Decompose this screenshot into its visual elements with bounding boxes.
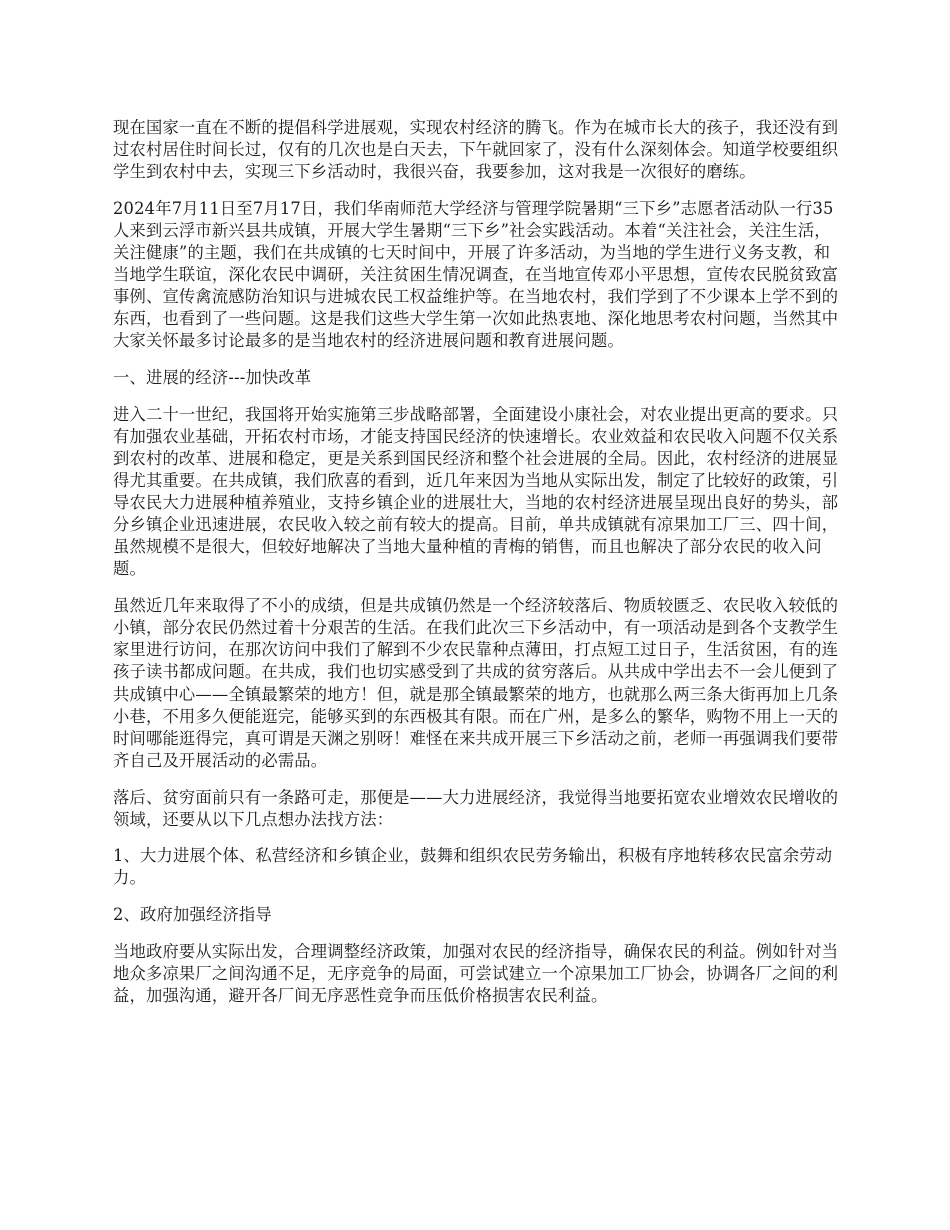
poverty-paragraph: 虽然近几年来取得了不小的成绩，但是共成镇仍然是一个经济较落后、物质较匮乏、农民收入较低的小镇，部分农民仍然过着十分艰苦的生活。在我们此次三下乡活动中，有一项活动是到各个支教学生家里进行访问，在那次访问中我们了解到不少农民靠种点薄田，打点短工过日子，生活贫困，有的连孩子读书都成问题。在共成，我们也切实感受到了共成的贫穷落后。从共成中学出去不一会儿便到了共成镇中心——全镇最繁荣的地方！但，就是那全镇最繁荣的地方，也就那么两三条大街再加上几条小巷，不用多久便能逛完，能够买到的东西极其有限。而在广州，是多么的繁华，购物不用上一天的时间哪能逛得完，真可谓是天渊之别呀！难怪在来共成开展三下乡活动之前，老师一再强调我们要带齐自己及开展活动的必需品。 [113,596,839,770]
government-paragraph: 当地政府要从实际出发，合理调整经济政策，加强对农民的经济指导，确保农民的利益。例如针对当地众多凉果厂之间沟通不足，无序竞争的局面，可尝试建立一个凉果加工厂协会，协调各厂之间的利益，加强沟通，避开各厂间无序恶性竞争而压低价格损害农民利益。 [113,941,839,1005]
list-item-2: 2、政府加强经济指导 [113,905,272,925]
section-heading: 一、进展的经济---加快改革 [113,368,312,388]
intro-paragraph: 现在国家一直在不断的提倡科学进展观，实现农村经济的腾飞。作为在城市长大的孩子，我还没有到过农村居住时间长过，仅有的几次也是白天去，下午就回家了，没有什么深刻体会。知道学校要组织学生到农村中去，实现三下乡活动时，我很兴奋，我要参加，这对我是一次很好的磨练。 [113,118,839,182]
economy-paragraph: 进入二十一世纪，我国将开始实施第三步战略部署，全面建设小康社会，对农业提出更高的要求。只有加强农业基础，开拓农村市场，才能支持国民经济的快速增长。农业效益和农民收入问题不仅关系到农村的改革、进展和稳定，更是关系到国民经济和整个社会进展的全局。因此，农村经济的进展显得尤其重要。在共成镇，我们欣喜的看到，近几年来因为当地从实际出发，制定了比较好的政策，引导农民大力进展种植养殖业，支持乡镇企业的进展壮大，当地的农村经济进展呈现出良好的势头，部分乡镇企业迅速进展，农民收入较之前有较大的提高。目前，单共成镇就有凉果加工厂三、四十间，虽然规模不是很大，但较好地解决了当地大量种植的青梅的销售，而且也解决了部分农民的收入问题。 [113,404,839,579]
list-item-1: 1、大力进展个体、私营经济和乡镇企业，鼓舞和组织农民劳务输出，积极有序地转移农民富余劳动力。 [113,846,833,888]
document-body [113,117,839,1022]
activity-paragraph: 2024年7月11日至7月17日，我们华南师范大学经济与管理学院暑期“三下乡”志愿者活动队一行35人来到云浮市新兴县共成镇，开展大学生暑期“三下乡”社会实践活动。本着“关注社会，关注生活，关注健康”的主题，我们在共成镇的七天时间中，开展了许多活动，为当地的学生进行义务支教，和当地学生联谊，深化农民中调研，关注贫困生情况调查，在当地宣传邓小平思想，宣传农民脱贫致富事例、宣传禽流感防治知识与进城农民工权益维护等。在当地农村，我们学到了不少课本上学不到的东西，也看到了一些问题。这是我们这些大学生第一次如此热衷地、深化地思考农村问题，当然其中大家关怀最多讨论最多的是当地农村的经济进展问题和教育进展问题。 [113,198,839,351]
solution-intro-paragraph: 落后、贫穷面前只有一条路可走，那便是——大力进展经济，我觉得当地要拓宽农业增效农民增收的领域，还要从以下几点想办法找方法： [113,787,839,829]
